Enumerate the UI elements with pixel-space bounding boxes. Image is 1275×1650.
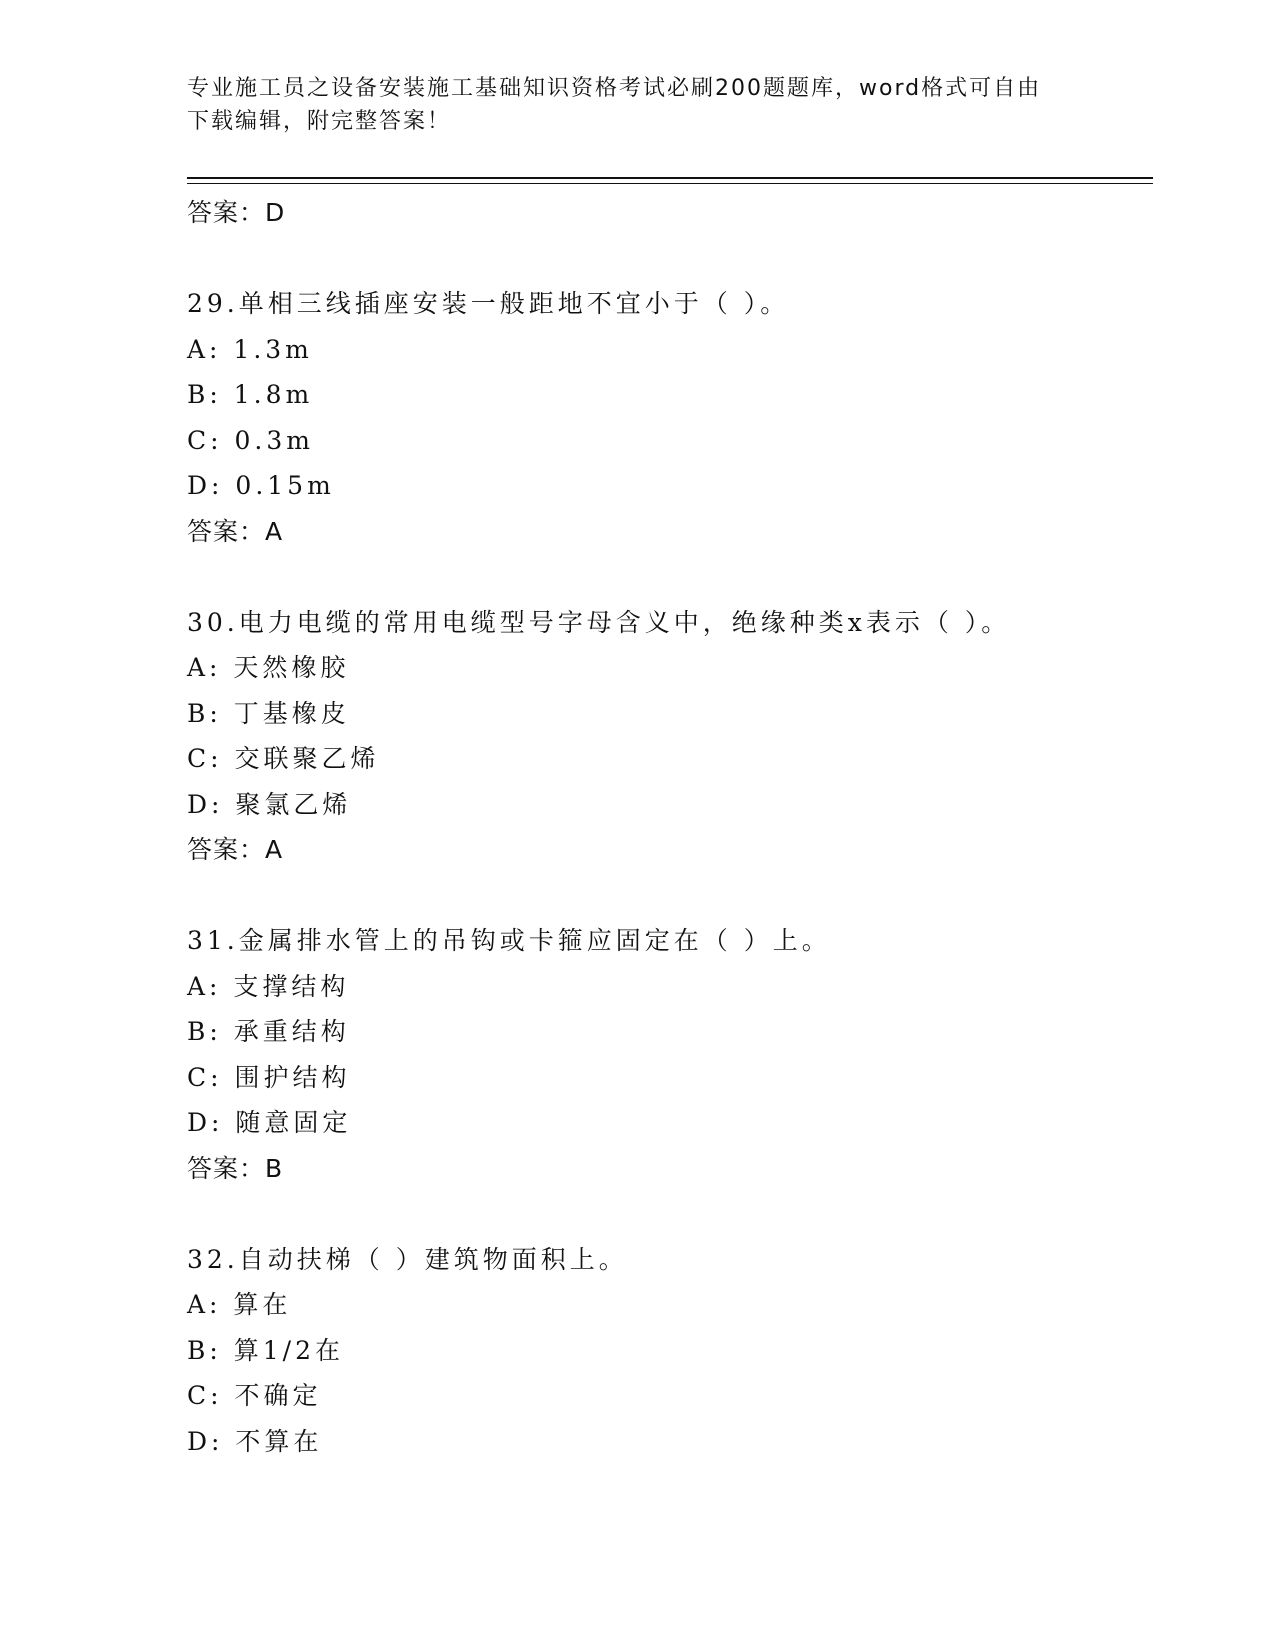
option-a: A: 天然橡胶	[187, 653, 350, 682]
option-c: C: 交联聚乙烯	[187, 744, 380, 773]
answer-label: 答案：B	[187, 1153, 284, 1183]
header-rule-thin	[187, 183, 1153, 184]
question-29	[187, 281, 1153, 555]
question-31	[187, 918, 1153, 1192]
question-30	[187, 600, 1153, 874]
previous-answer: 答案：D	[187, 198, 286, 227]
option-a: A: 支撑结构	[187, 971, 350, 1001]
option-a: A: 1.3m	[187, 334, 313, 364]
option-a: A: 算在	[187, 1290, 292, 1319]
header-rule-thick	[187, 177, 1153, 179]
option-c: C: 不确定	[187, 1381, 322, 1410]
header-line-2: 下载编辑，附完整答案！	[187, 109, 452, 134]
option-b: B: 承重结构	[187, 1017, 350, 1046]
answer-label: 答案：A	[187, 835, 284, 864]
option-d: D: 不算在	[187, 1426, 323, 1456]
option-d: D: 0.15m	[187, 471, 335, 500]
question-stem: 29.单相三线插座安装一般距地不宜小于（ ）。	[187, 289, 790, 318]
question-stem: 32.自动扶梯（ ）建筑物面积上。	[187, 1244, 628, 1274]
question-list	[187, 190, 1153, 1464]
question-stem: 31.金属排水管上的吊钩或卡箍应固定在（ ）上。	[187, 926, 831, 955]
option-d: D: 聚氯乙烯	[187, 789, 352, 819]
option-c: C: 围护结构	[187, 1062, 351, 1092]
answer-label: 答案：A	[187, 516, 284, 546]
question-32	[187, 1237, 1153, 1465]
question-stem: 30.电力电缆的常用电缆型号字母含义中，绝缘种类x表示（ ）。	[187, 607, 1011, 637]
option-b: B: 1.8m	[187, 380, 314, 409]
header-line-1: 专业施工员之设备安装施工基础知识资格考试必刷200题题库，word格式可自由	[187, 76, 1042, 101]
document-header	[187, 72, 1067, 138]
option-d: D: 随意固定	[187, 1108, 352, 1137]
option-b: B: 丁基橡皮	[187, 698, 350, 728]
option-b: B: 算1/2在	[187, 1335, 344, 1365]
option-c: C: 0.3m	[187, 425, 314, 455]
